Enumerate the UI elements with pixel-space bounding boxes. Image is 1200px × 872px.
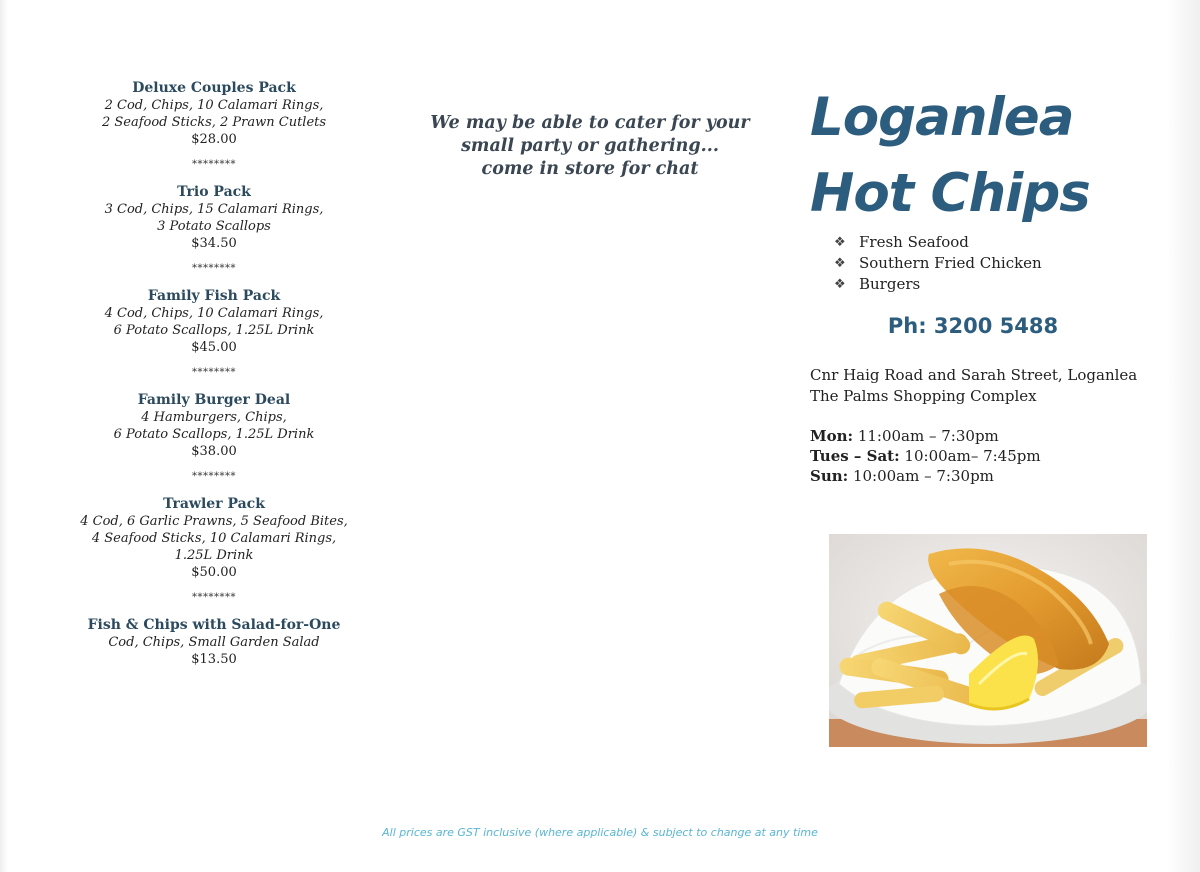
catering-note	[430, 112, 750, 181]
feature-item	[834, 253, 1042, 274]
pack-description-line: 3 Potato Scallops	[157, 219, 271, 234]
menu-separator: ********	[192, 367, 236, 378]
hours-time: 10:00am – 7:30pm	[848, 467, 994, 485]
pack-description-line: 4 Cod, 6 Garlic Prawns, 5 Seafood Bites,	[80, 514, 348, 529]
hours-time: 10:00am– 7:45pm	[899, 447, 1041, 465]
menu-separator: ********	[192, 471, 236, 482]
pack-price: $34.50	[191, 236, 237, 251]
catering-note-line: small party or gathering...	[461, 136, 719, 156]
menu-pack	[80, 184, 348, 252]
brand-name-line-2: Hot Chips	[810, 163, 1090, 224]
pack-price: $38.00	[191, 444, 237, 459]
feature-label: Southern Fried Chicken	[859, 254, 1042, 272]
fish-and-chips-photo	[829, 534, 1147, 747]
menu-pack	[80, 496, 348, 581]
brand-name-line-1: Loganlea	[810, 87, 1074, 148]
menu-pack	[80, 392, 348, 460]
pack-title: Trio Pack	[177, 184, 251, 200]
hours-row	[810, 446, 1041, 466]
pack-description-line: 4 Hamburgers, Chips,	[141, 410, 287, 425]
feature-label: Burgers	[859, 275, 921, 293]
hours-time: 11:00am – 7:30pm	[853, 427, 999, 445]
pack-description-line: 2 Seafood Sticks, 2 Prawn Cutlets	[101, 115, 327, 130]
address-line: The Palms Shopping Complex	[810, 387, 1037, 405]
feature-label: Fresh Seafood	[859, 233, 969, 251]
phone-number: Ph: 3200 5488	[887, 314, 1059, 338]
pack-title: Family Fish Pack	[147, 288, 281, 304]
address-line: Cnr Haig Road and Sarah Street, Loganlea	[810, 366, 1138, 384]
address	[810, 365, 1137, 407]
hours-day: Mon:	[810, 427, 854, 445]
pack-price: $28.00	[191, 132, 237, 147]
menu-separator: ********	[192, 592, 236, 603]
diamond-bullet-icon: ❖	[834, 256, 846, 271]
catering-note-line: We may be able to cater for your	[430, 113, 750, 133]
pack-description-line: 3 Cod, Chips, 15 Calamari Rings,	[104, 202, 324, 217]
hours-row	[810, 466, 1041, 486]
feature-item	[834, 232, 1042, 253]
pack-title: Family Burger Deal	[137, 392, 291, 408]
pack-description-line: 6 Potato Scallops, 1.25L Drink	[113, 323, 315, 338]
hours-row	[810, 426, 1041, 446]
pack-price: $45.00	[191, 340, 237, 355]
pack-title: Trawler Pack	[163, 496, 265, 512]
menu-pack	[80, 617, 348, 668]
pack-description-line: 6 Potato Scallops, 1.25L Drink	[113, 427, 315, 442]
catering-note-line: come in store for chat	[481, 159, 699, 179]
pack-price: $13.50	[191, 652, 237, 667]
pack-title: Fish & Chips with Salad-for-One	[87, 617, 341, 633]
scan-shadow-left	[0, 0, 8, 872]
hours-day: Sun:	[810, 467, 849, 485]
pack-description-line: 1.25L Drink	[174, 548, 254, 563]
scan-shadow-right	[1166, 0, 1200, 872]
pack-description-line: 4 Cod, Chips, 10 Calamari Rings,	[104, 306, 324, 321]
fish-and-chips-illustration	[829, 534, 1147, 747]
pack-description-line: Cod, Chips, Small Garden Salad	[108, 635, 320, 650]
pack-description-line: 2 Cod, Chips, 10 Calamari Rings,	[104, 98, 324, 113]
menu-separator: ********	[192, 159, 236, 170]
pack-price: $50.00	[191, 565, 237, 580]
menu-pack	[80, 288, 348, 356]
menu-pack	[80, 80, 348, 148]
diamond-bullet-icon: ❖	[834, 277, 846, 292]
opening-hours	[810, 426, 1041, 486]
pack-title: Deluxe Couples Pack	[132, 80, 296, 96]
price-disclaimer: All prices are GST inclusive (where applicable) & subject to change at any time	[382, 826, 818, 839]
feature-list	[834, 232, 1042, 295]
menu-separator: ********	[192, 263, 236, 274]
feature-item	[834, 274, 1042, 295]
menu-column	[80, 80, 348, 668]
hours-day: Tues – Sat:	[810, 447, 900, 465]
brand-logo	[810, 80, 1140, 232]
pack-description-line: 4 Seafood Sticks, 10 Calamari Rings,	[91, 531, 337, 546]
diamond-bullet-icon: ❖	[834, 235, 846, 250]
